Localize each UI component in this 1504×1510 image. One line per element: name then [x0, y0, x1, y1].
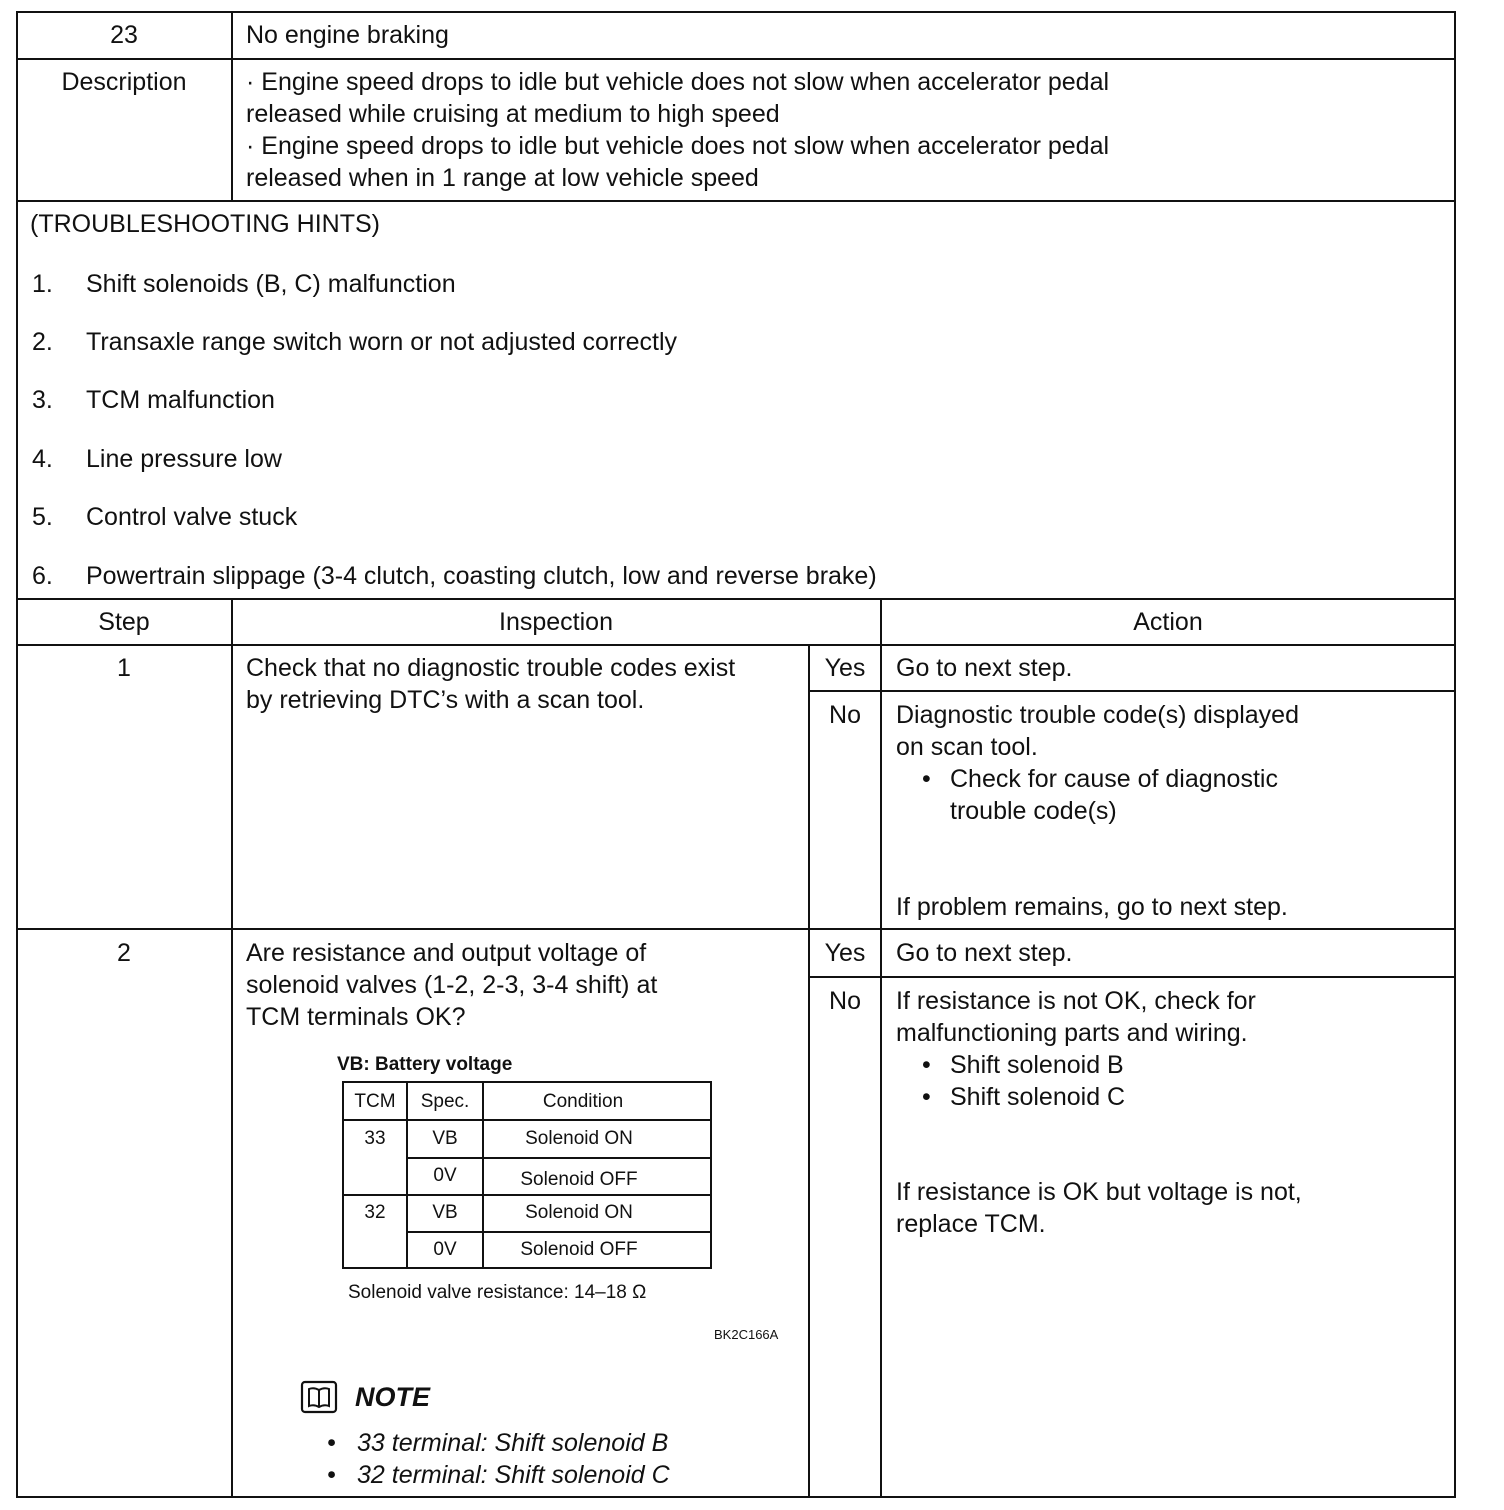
yes-label: Yes [824, 654, 866, 682]
description-label: Description [61, 68, 187, 96]
no-action-line: Diagnostic trouble code(s) displayed [896, 701, 1299, 729]
yes-label: Yes [824, 939, 866, 967]
column-divider [231, 11, 233, 202]
hint-text: Line pressure low [86, 445, 282, 473]
no-action-line: malfunctioning parts and wiring. [896, 1019, 1248, 1047]
figure-spec: VB [432, 1202, 458, 1223]
no-bullet-line: Check for cause of diagnostic [950, 765, 1278, 793]
figure-resistance-spec: Solenoid valve resistance: 14–18 Ω [348, 1282, 647, 1303]
description-line: · Engine speed drops to idle but vehicle does not slow when accelerator pedal [246, 132, 1110, 160]
figure-condition: Solenoid OFF [520, 1239, 638, 1260]
hint-number: 1. [32, 270, 53, 298]
no-label: No [829, 987, 861, 1015]
figure-spec: 0V [433, 1165, 457, 1186]
hints-title: (TROUBLESHOOTING HINTS) [30, 210, 381, 238]
bullet-mark: • [922, 765, 931, 793]
hint-number: 5. [32, 503, 53, 531]
book-icon [300, 1380, 338, 1414]
hint-number: 3. [32, 386, 53, 414]
hint-text: Shift solenoids (B, C) malfunction [86, 270, 456, 298]
figure-table-border [406, 1231, 712, 1233]
figure-table-border [342, 1194, 712, 1196]
hint-number: 4. [32, 445, 53, 473]
table-right-border [1454, 11, 1456, 1498]
figure-header-tcm: TCM [354, 1091, 396, 1112]
column-header-inspection: Inspection [499, 608, 613, 636]
figure-condition: Solenoid OFF [520, 1169, 638, 1190]
description-line: released while cruising at medium to high speed [246, 100, 780, 128]
note-item: 33 terminal: Shift solenoid B [357, 1429, 669, 1457]
figure-header-spec: Spec. [420, 1091, 470, 1112]
figure-table-border [342, 1267, 712, 1269]
column-divider [808, 644, 810, 1498]
hint-text: Powertrain slippage (3-4 clutch, coasting clutch, low and reverse brake) [86, 562, 877, 590]
bullet-mark: • [327, 1461, 336, 1489]
figure-header-condition: Condition [542, 1091, 624, 1112]
note-item: 32 terminal: Shift solenoid C [357, 1461, 670, 1489]
figure-table-border [342, 1081, 712, 1083]
no-label: No [829, 701, 861, 729]
yes-no-divider [808, 976, 1456, 978]
figure-tcm-terminal: 32 [364, 1202, 386, 1223]
note-title: NOTE [355, 1382, 431, 1412]
step-number: 2 [117, 939, 131, 967]
column-header-step: Step [98, 608, 150, 636]
step-inspection-line: solenoid valves (1-2, 2-3, 3-4 shift) at [246, 971, 658, 999]
figure-id: BK2C166A [714, 1327, 779, 1342]
figure-spec: VB [432, 1128, 458, 1149]
description-line: released when in 1 range at low vehicle speed [246, 164, 759, 192]
figure-condition: Solenoid ON [525, 1128, 633, 1149]
yes-no-divider [808, 690, 1456, 692]
figure-table-border [342, 1119, 712, 1121]
symptom-code: 23 [110, 21, 138, 49]
hint-number: 2. [32, 328, 53, 356]
column-divider [231, 598, 233, 1498]
step-number: 1 [117, 654, 131, 682]
no-action-line: If resistance is not OK, check for [896, 987, 1256, 1015]
bullet-mark: • [922, 1051, 931, 1079]
no-action-final-line: If resistance is OK but voltage is not, [896, 1178, 1302, 1206]
no-action-final-line: replace TCM. [896, 1210, 1046, 1238]
column-divider [880, 598, 882, 1498]
figure-condition: Solenoid ON [525, 1202, 633, 1223]
no-bullet-line: trouble code(s) [950, 797, 1117, 825]
step-inspection-line: by retrieving DTC’s with a scan tool. [246, 686, 645, 714]
table-left-border [16, 11, 18, 1498]
step-inspection-line: Are resistance and output voltage of [246, 939, 647, 967]
column-header-action: Action [1133, 608, 1203, 636]
step-inspection-line: TCM terminals OK? [246, 1003, 466, 1031]
figure-tcm-terminal: 33 [364, 1128, 386, 1149]
figure-table-border [406, 1157, 712, 1159]
yes-action: Go to next step. [896, 939, 1073, 967]
hint-text: TCM malfunction [86, 386, 275, 414]
no-action-final: If problem remains, go to next step. [896, 893, 1288, 921]
no-action-line: on scan tool. [896, 733, 1038, 761]
no-bullet: Shift solenoid C [950, 1083, 1126, 1111]
hint-text: Control valve stuck [86, 503, 298, 531]
step-inspection-line: Check that no diagnostic trouble codes exist [246, 654, 736, 682]
figure-table-border [710, 1081, 712, 1269]
symptom-title: No engine braking [246, 21, 449, 49]
description-line: · Engine speed drops to idle but vehicle does not slow when accelerator pedal [246, 68, 1110, 96]
bullet-mark: • [922, 1083, 931, 1111]
hint-text: Transaxle range switch worn or not adjusted correctly [86, 328, 678, 356]
hint-number: 6. [32, 562, 53, 590]
yes-action: Go to next step. [896, 654, 1073, 682]
no-bullet: Shift solenoid B [950, 1051, 1124, 1079]
bullet-mark: • [327, 1429, 336, 1457]
figure-caption: VB: Battery voltage [337, 1054, 513, 1075]
figure-spec: 0V [433, 1239, 457, 1260]
